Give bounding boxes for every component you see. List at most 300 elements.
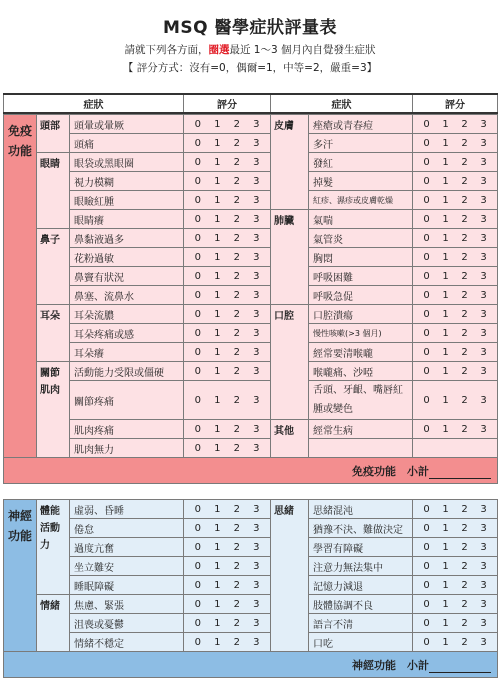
score-option[interactable]: 3 bbox=[253, 541, 260, 553]
score-option[interactable]: 1 bbox=[442, 617, 449, 629]
score-option[interactable]: 1 bbox=[214, 213, 221, 225]
score-option[interactable]: 3 bbox=[253, 598, 260, 610]
score-option[interactable]: 0 bbox=[194, 503, 201, 515]
score-option[interactable]: 2 bbox=[233, 423, 240, 435]
score-cell bbox=[184, 210, 271, 229]
score-cell bbox=[184, 115, 271, 134]
score-option[interactable]: 0 bbox=[194, 175, 201, 187]
score-option[interactable]: 1 bbox=[214, 232, 221, 244]
score-option[interactable]: 3 bbox=[480, 137, 487, 149]
immune-category-label: 免疫功能 bbox=[4, 115, 37, 458]
score-option[interactable]: 2 bbox=[233, 541, 240, 553]
score-option[interactable]: 1 bbox=[214, 617, 221, 629]
table-row bbox=[4, 267, 498, 286]
score-option[interactable]: 2 bbox=[233, 503, 240, 515]
score-option[interactable]: 2 bbox=[233, 213, 240, 225]
score-option[interactable]: 3 bbox=[253, 346, 260, 358]
score-option[interactable]: 2 bbox=[461, 175, 468, 187]
score-option[interactable]: 1 bbox=[442, 365, 449, 377]
score-option[interactable]: 1 bbox=[442, 598, 449, 610]
score-option[interactable]: 1 bbox=[214, 541, 221, 553]
score-option[interactable]: 2 bbox=[461, 137, 468, 149]
symptom-label: 呼吸急促 bbox=[309, 286, 413, 305]
score-option[interactable]: 3 bbox=[480, 308, 487, 320]
score-option[interactable]: 3 bbox=[253, 636, 260, 648]
score-cell bbox=[413, 172, 498, 191]
score-option[interactable]: 2 bbox=[461, 118, 468, 130]
score-option[interactable]: 1 bbox=[214, 251, 221, 263]
score-option[interactable]: 1 bbox=[214, 175, 221, 187]
symptom-label: 經常要清喉嚨 bbox=[309, 343, 413, 362]
score-option[interactable]: 0 bbox=[194, 560, 201, 572]
score-option[interactable]: 3 bbox=[253, 394, 260, 406]
score-option[interactable]: 0 bbox=[194, 194, 201, 206]
subcategory-label: 頭部 bbox=[37, 115, 70, 153]
score-cell bbox=[184, 191, 271, 210]
score-option[interactable]: 3 bbox=[253, 118, 260, 130]
subtotal-blank[interactable] bbox=[429, 662, 491, 673]
score-option[interactable]: 2 bbox=[461, 308, 468, 320]
score-option[interactable]: 2 bbox=[461, 156, 468, 168]
score-option[interactable]: 2 bbox=[461, 579, 468, 591]
score-option[interactable]: 1 bbox=[442, 118, 449, 130]
score-option[interactable]: 1 bbox=[442, 394, 449, 406]
score-option[interactable]: 0 bbox=[423, 118, 430, 130]
score-option[interactable]: 1 bbox=[442, 270, 449, 282]
table-row bbox=[4, 210, 498, 229]
score-option[interactable]: 3 bbox=[480, 289, 487, 301]
score-option[interactable]: 0 bbox=[423, 194, 430, 206]
score-option[interactable]: 0 bbox=[194, 579, 201, 591]
score-option[interactable]: 1 bbox=[214, 346, 221, 358]
score-option[interactable]: 3 bbox=[480, 503, 487, 515]
symptom-label: 胸悶 bbox=[309, 248, 413, 267]
score-cell bbox=[413, 439, 498, 458]
symptom-label: 睡眠障礙 bbox=[70, 576, 184, 595]
score-option[interactable]: 2 bbox=[233, 156, 240, 168]
score-cell bbox=[413, 191, 498, 210]
score-option[interactable]: 3 bbox=[480, 579, 487, 591]
score-option[interactable]: 0 bbox=[194, 232, 201, 244]
table-row bbox=[4, 153, 498, 172]
score-option[interactable]: 3 bbox=[480, 175, 487, 187]
score-cell bbox=[184, 576, 271, 595]
instructions bbox=[0, 42, 500, 57]
score-option[interactable]: 3 bbox=[253, 522, 260, 534]
score-cell bbox=[413, 229, 498, 248]
score-option[interactable]: 3 bbox=[480, 327, 487, 339]
score-option[interactable]: 3 bbox=[480, 522, 487, 534]
neuro-subtotal bbox=[271, 652, 498, 678]
score-option[interactable]: 1 bbox=[214, 289, 221, 301]
score-option[interactable]: 1 bbox=[442, 289, 449, 301]
score-option[interactable]: 0 bbox=[423, 423, 430, 435]
score-option[interactable]: 1 bbox=[442, 308, 449, 320]
table-row bbox=[4, 381, 498, 420]
score-option[interactable]: 0 bbox=[423, 503, 430, 515]
symptom-label: 耳朵流膿 bbox=[70, 305, 184, 324]
score-cell bbox=[184, 134, 271, 153]
score-option[interactable]: 0 bbox=[423, 213, 430, 225]
score-option[interactable]: 0 bbox=[194, 423, 201, 435]
score-cell bbox=[413, 115, 498, 134]
score-option[interactable]: 1 bbox=[442, 346, 449, 358]
score-option[interactable]: 0 bbox=[423, 251, 430, 263]
symptom-label: 耳朵疼痛或感 bbox=[70, 324, 184, 343]
score-option[interactable]: 2 bbox=[461, 617, 468, 629]
score-option[interactable]: 1 bbox=[442, 251, 449, 263]
score-option[interactable]: 1 bbox=[214, 503, 221, 515]
score-option[interactable]: 2 bbox=[233, 137, 240, 149]
score-option[interactable]: 0 bbox=[423, 137, 430, 149]
score-option[interactable]: 3 bbox=[253, 289, 260, 301]
table-row bbox=[4, 115, 498, 134]
score-option[interactable]: 1 bbox=[214, 442, 221, 454]
symptom-label: 眼瞼紅腫 bbox=[70, 191, 184, 210]
table-row bbox=[4, 286, 498, 305]
header-score-2: 評分 bbox=[413, 94, 498, 113]
score-option[interactable]: 0 bbox=[194, 442, 201, 454]
score-option[interactable]: 1 bbox=[442, 636, 449, 648]
score-option[interactable]: 1 bbox=[442, 327, 449, 339]
score-option[interactable]: 2 bbox=[461, 327, 468, 339]
score-option[interactable]: 2 bbox=[233, 560, 240, 572]
score-option[interactable]: 3 bbox=[253, 617, 260, 629]
score-option[interactable]: 3 bbox=[480, 617, 487, 629]
table-header bbox=[3, 93, 498, 114]
score-cell bbox=[184, 343, 271, 362]
score-option[interactable]: 1 bbox=[214, 137, 221, 149]
score-cell bbox=[184, 286, 271, 305]
symptom-label: 肌肉無力 bbox=[70, 439, 184, 458]
score-option[interactable]: 2 bbox=[233, 394, 240, 406]
score-option[interactable]: 0 bbox=[423, 636, 430, 648]
score-option[interactable]: 0 bbox=[194, 289, 201, 301]
symptom-label: 坐立難安 bbox=[70, 557, 184, 576]
symptom-label: 注意力無法集中 bbox=[309, 557, 413, 576]
score-option[interactable]: 1 bbox=[442, 503, 449, 515]
score-option[interactable]: 3 bbox=[480, 270, 487, 282]
score-option[interactable]: 2 bbox=[233, 251, 240, 263]
score-option[interactable]: 0 bbox=[423, 394, 430, 406]
score-option[interactable]: 3 bbox=[480, 423, 487, 435]
score-option[interactable]: 2 bbox=[461, 598, 468, 610]
symptom-label: 活動能力受限或僵硬 bbox=[70, 362, 184, 381]
symptom-label: 痤瘡或青春痘 bbox=[309, 115, 413, 134]
table-row bbox=[4, 362, 498, 381]
score-option[interactable]: 3 bbox=[480, 541, 487, 553]
score-option[interactable]: 3 bbox=[253, 442, 260, 454]
score-option[interactable]: 3 bbox=[253, 579, 260, 591]
score-option[interactable]: 3 bbox=[253, 560, 260, 572]
score-option[interactable]: 2 bbox=[233, 522, 240, 534]
score-option[interactable]: 1 bbox=[442, 423, 449, 435]
score-option[interactable]: 0 bbox=[194, 636, 201, 648]
score-option[interactable]: 1 bbox=[214, 636, 221, 648]
score-option[interactable]: 0 bbox=[194, 598, 201, 610]
subtotal-label: 神經功能 小計 bbox=[352, 658, 429, 672]
score-option[interactable]: 1 bbox=[214, 118, 221, 130]
table-row bbox=[4, 134, 498, 153]
score-option[interactable]: 3 bbox=[253, 194, 260, 206]
table-row bbox=[4, 519, 498, 538]
subcategory-label: 皮膚 bbox=[271, 115, 309, 210]
score-option[interactable]: 1 bbox=[214, 598, 221, 610]
score-option[interactable]: 2 bbox=[461, 503, 468, 515]
score-option[interactable]: 2 bbox=[461, 560, 468, 572]
table-row bbox=[4, 633, 498, 652]
score-option[interactable]: 3 bbox=[480, 560, 487, 572]
score-option[interactable]: 2 bbox=[233, 118, 240, 130]
score-option[interactable]: 3 bbox=[480, 156, 487, 168]
score-option[interactable]: 3 bbox=[253, 156, 260, 168]
score-option[interactable]: 0 bbox=[423, 598, 430, 610]
score-option[interactable]: 0 bbox=[194, 365, 201, 377]
score-option[interactable]: 0 bbox=[194, 346, 201, 358]
score-option[interactable]: 2 bbox=[233, 175, 240, 187]
scoring-method: 【 評分方式：沒有=0，偶爾=1，中等=2，嚴重=3】 bbox=[122, 62, 378, 74]
symptom-label: 情緒不穩定 bbox=[70, 633, 184, 652]
subtotal-label: 免疫功能 小計 bbox=[352, 464, 429, 478]
table-row bbox=[4, 191, 498, 210]
score-cell bbox=[184, 229, 271, 248]
score-option[interactable]: 2 bbox=[233, 232, 240, 244]
score-option[interactable]: 2 bbox=[233, 346, 240, 358]
score-cell bbox=[184, 267, 271, 286]
score-cell bbox=[413, 500, 498, 519]
score-option[interactable]: 3 bbox=[253, 308, 260, 320]
score-option[interactable]: 1 bbox=[442, 541, 449, 553]
score-option[interactable]: 0 bbox=[194, 137, 201, 149]
score-option[interactable]: 0 bbox=[194, 118, 201, 130]
score-cell bbox=[184, 362, 271, 381]
table-row bbox=[4, 557, 498, 576]
score-cell bbox=[413, 286, 498, 305]
symptom-label: 倦怠 bbox=[70, 519, 184, 538]
score-cell bbox=[184, 557, 271, 576]
subtotal-blank[interactable] bbox=[429, 468, 491, 479]
subcategory-label: 鼻子 bbox=[37, 229, 70, 305]
score-option[interactable]: 1 bbox=[214, 579, 221, 591]
score-option[interactable]: 1 bbox=[214, 327, 221, 339]
score-option[interactable]: 1 bbox=[214, 270, 221, 282]
score-cell bbox=[184, 324, 271, 343]
score-cell bbox=[413, 538, 498, 557]
score-option[interactable]: 0 bbox=[194, 251, 201, 263]
score-option[interactable]: 1 bbox=[214, 394, 221, 406]
score-cell bbox=[184, 519, 271, 538]
score-option[interactable]: 1 bbox=[214, 560, 221, 572]
score-option[interactable]: 0 bbox=[423, 156, 430, 168]
score-option[interactable]: 2 bbox=[461, 346, 468, 358]
score-option[interactable]: 2 bbox=[461, 289, 468, 301]
score-cell bbox=[413, 595, 498, 614]
score-option[interactable]: 3 bbox=[253, 213, 260, 225]
score-option[interactable]: 1 bbox=[214, 522, 221, 534]
score-option[interactable]: 2 bbox=[461, 232, 468, 244]
header-score: 評分 bbox=[184, 94, 271, 113]
score-option[interactable]: 1 bbox=[442, 194, 449, 206]
score-cell bbox=[413, 305, 498, 324]
symptom-label: 過度亢奮 bbox=[70, 538, 184, 557]
score-option[interactable]: 3 bbox=[253, 270, 260, 282]
score-option[interactable]: 2 bbox=[461, 251, 468, 263]
score-cell bbox=[184, 633, 271, 652]
score-option[interactable]: 2 bbox=[233, 579, 240, 591]
score-option[interactable]: 2 bbox=[233, 289, 240, 301]
score-cell bbox=[413, 362, 498, 381]
header-symptom-2: 症狀 bbox=[271, 94, 413, 113]
score-option[interactable]: 3 bbox=[480, 636, 487, 648]
score-option[interactable]: 2 bbox=[233, 365, 240, 377]
score-option[interactable]: 2 bbox=[461, 213, 468, 225]
score-option[interactable]: 0 bbox=[194, 213, 201, 225]
score-option[interactable]: 2 bbox=[233, 308, 240, 320]
score-cell bbox=[413, 324, 498, 343]
score-option[interactable]: 2 bbox=[233, 327, 240, 339]
score-option[interactable]: 2 bbox=[233, 270, 240, 282]
score-option[interactable]: 3 bbox=[480, 194, 487, 206]
score-option[interactable]: 3 bbox=[253, 365, 260, 377]
score-option[interactable]: 0 bbox=[194, 327, 201, 339]
score-option[interactable]: 0 bbox=[194, 541, 201, 553]
symptom-label: 焦慮、緊張 bbox=[70, 595, 184, 614]
score-option[interactable]: 0 bbox=[194, 522, 201, 534]
score-option[interactable]: 1 bbox=[214, 308, 221, 320]
score-option[interactable]: 3 bbox=[480, 346, 487, 358]
instructions-prefix: 請就下列各方面， bbox=[124, 44, 209, 56]
symptom-label: 鼻塞、流鼻水 bbox=[70, 286, 184, 305]
symptom-label: 虛弱、昏睡 bbox=[70, 500, 184, 519]
score-option[interactable]: 2 bbox=[233, 636, 240, 648]
score-option[interactable]: 0 bbox=[423, 327, 430, 339]
score-cell bbox=[184, 172, 271, 191]
score-option[interactable]: 2 bbox=[461, 636, 468, 648]
score-option[interactable]: 0 bbox=[423, 541, 430, 553]
score-option[interactable]: 3 bbox=[480, 251, 487, 263]
score-option[interactable]: 0 bbox=[423, 175, 430, 187]
score-option[interactable]: 0 bbox=[194, 617, 201, 629]
score-option[interactable]: 0 bbox=[194, 156, 201, 168]
score-cell bbox=[184, 500, 271, 519]
score-option[interactable]: 0 bbox=[423, 617, 430, 629]
symptom-label: 舌頭、牙齦、嘴唇紅腫或變色 bbox=[309, 381, 413, 420]
score-option[interactable]: 1 bbox=[214, 423, 221, 435]
score-option[interactable]: 3 bbox=[480, 598, 487, 610]
score-option[interactable]: 0 bbox=[194, 394, 201, 406]
score-cell bbox=[184, 439, 271, 458]
table-row bbox=[4, 500, 498, 519]
score-option[interactable]: 2 bbox=[233, 442, 240, 454]
score-option[interactable]: 2 bbox=[233, 598, 240, 610]
table-row bbox=[4, 324, 498, 343]
subcategory-label: 關節肌肉 bbox=[37, 362, 70, 458]
symptom-label: 學習有障礙 bbox=[309, 538, 413, 557]
score-option[interactable]: 0 bbox=[423, 308, 430, 320]
score-option[interactable]: 3 bbox=[253, 251, 260, 263]
subcategory-label: 情緒 bbox=[37, 595, 70, 652]
score-cell bbox=[413, 519, 498, 538]
score-option[interactable]: 3 bbox=[480, 118, 487, 130]
score-option[interactable]: 3 bbox=[480, 232, 487, 244]
score-cell bbox=[413, 614, 498, 633]
score-option[interactable]: 1 bbox=[442, 175, 449, 187]
score-option[interactable]: 2 bbox=[233, 194, 240, 206]
symptom-label: 耳朵癢 bbox=[70, 343, 184, 362]
score-option[interactable]: 0 bbox=[423, 560, 430, 572]
symptom-label: 花粉過敏 bbox=[70, 248, 184, 267]
score-option[interactable]: 2 bbox=[461, 541, 468, 553]
score-option[interactable]: 3 bbox=[480, 365, 487, 377]
score-cell bbox=[413, 420, 498, 439]
score-option[interactable]: 1 bbox=[442, 137, 449, 149]
score-option[interactable]: 0 bbox=[194, 308, 201, 320]
score-cell bbox=[184, 248, 271, 267]
symptom-label: 經常生病 bbox=[309, 420, 413, 439]
subcategory-label: 口腔 bbox=[271, 305, 309, 420]
score-option[interactable]: 3 bbox=[253, 232, 260, 244]
score-option[interactable]: 1 bbox=[214, 194, 221, 206]
score-option[interactable]: 3 bbox=[253, 175, 260, 187]
score-option[interactable]: 0 bbox=[423, 579, 430, 591]
score-option[interactable]: 0 bbox=[423, 270, 430, 282]
score-cell bbox=[413, 267, 498, 286]
score-option[interactable]: 0 bbox=[423, 365, 430, 377]
score-option[interactable]: 2 bbox=[461, 522, 468, 534]
symptom-label: 氣管炎 bbox=[309, 229, 413, 248]
score-option[interactable]: 1 bbox=[442, 579, 449, 591]
symptom-label: 口吃 bbox=[309, 633, 413, 652]
score-option[interactable]: 2 bbox=[461, 423, 468, 435]
score-option[interactable]: 2 bbox=[461, 270, 468, 282]
score-option[interactable]: 1 bbox=[442, 156, 449, 168]
score-option[interactable]: 0 bbox=[423, 346, 430, 358]
score-option[interactable]: 2 bbox=[461, 194, 468, 206]
score-option[interactable]: 1 bbox=[214, 365, 221, 377]
score-option[interactable]: 3 bbox=[480, 394, 487, 406]
score-option[interactable]: 0 bbox=[423, 289, 430, 301]
score-option[interactable]: 3 bbox=[253, 503, 260, 515]
score-option[interactable]: 3 bbox=[253, 423, 260, 435]
score-option[interactable]: 2 bbox=[461, 365, 468, 377]
score-option[interactable]: 3 bbox=[480, 213, 487, 225]
symptom-label: 語言不清 bbox=[309, 614, 413, 633]
symptom-label: 呼吸困難 bbox=[309, 267, 413, 286]
symptom-label: 鼻竇有狀況 bbox=[70, 267, 184, 286]
immune-subtotal bbox=[271, 458, 498, 484]
score-option[interactable]: 1 bbox=[442, 560, 449, 572]
symptom-label: 多汗 bbox=[309, 134, 413, 153]
score-option[interactable]: 0 bbox=[423, 522, 430, 534]
score-cell bbox=[184, 305, 271, 324]
table-row bbox=[4, 229, 498, 248]
score-option[interactable]: 1 bbox=[442, 232, 449, 244]
table-row bbox=[4, 248, 498, 267]
score-cell bbox=[413, 210, 498, 229]
score-option[interactable]: 2 bbox=[461, 394, 468, 406]
score-option[interactable]: 0 bbox=[423, 232, 430, 244]
score-option[interactable]: 1 bbox=[214, 156, 221, 168]
score-option[interactable]: 3 bbox=[253, 137, 260, 149]
symptom-label: 肌肉疼痛 bbox=[70, 420, 184, 439]
score-option[interactable]: 2 bbox=[233, 617, 240, 629]
score-option[interactable]: 3 bbox=[253, 327, 260, 339]
score-option[interactable]: 1 bbox=[442, 522, 449, 534]
score-cell bbox=[413, 557, 498, 576]
symptom-label bbox=[309, 439, 413, 458]
score-option[interactable]: 0 bbox=[194, 270, 201, 282]
score-option[interactable]: 1 bbox=[442, 213, 449, 225]
